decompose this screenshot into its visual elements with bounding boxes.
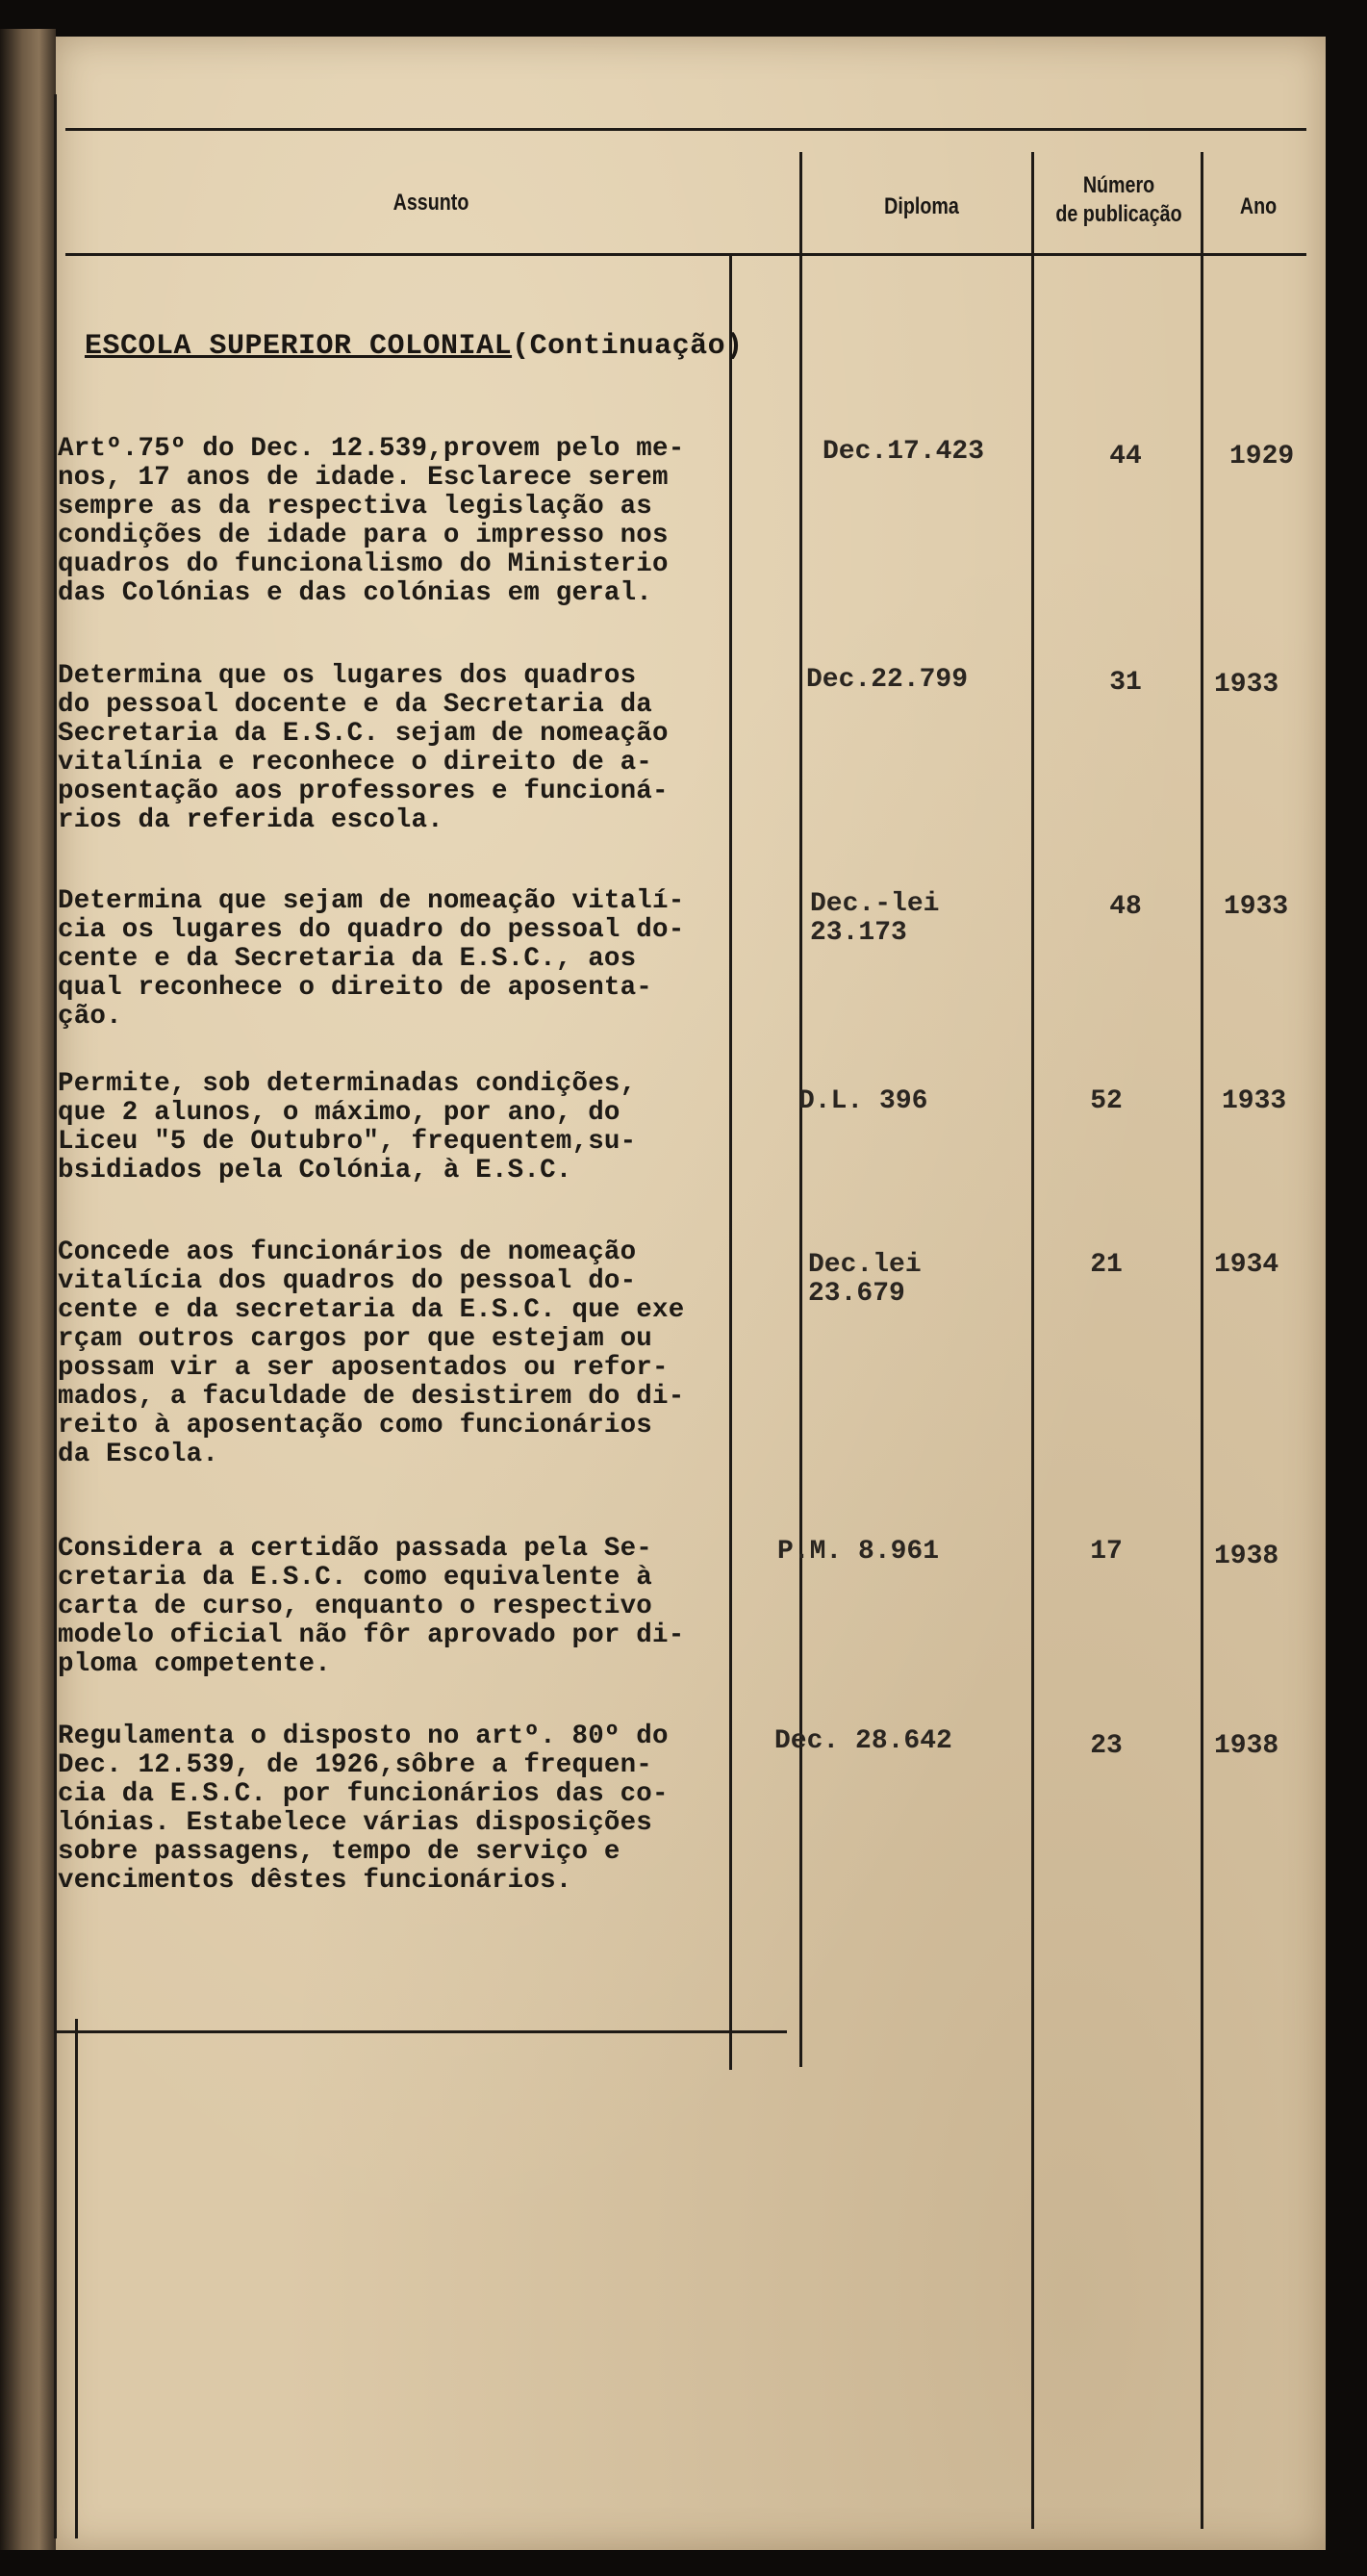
entry-ano-2: 1933 <box>1214 670 1279 700</box>
entry-numero-1: 44 <box>1109 442 1142 472</box>
entry-numero-4: 52 <box>1090 1086 1123 1116</box>
left-margin-rule <box>54 94 57 2538</box>
entry-diploma-5: Dec.lei 23.679 <box>808 1250 922 1309</box>
entry-diploma-1: Dec.17.423 <box>823 437 985 467</box>
section-title <box>85 330 744 363</box>
entry-diploma-4: D.L. 396 <box>798 1086 928 1116</box>
entry-numero-6: 17 <box>1090 1537 1123 1567</box>
entry-ano-6: 1938 <box>1214 1542 1279 1571</box>
header-bottom-rule <box>65 253 1306 256</box>
entry-diploma-3: Dec.-lei 23.173 <box>810 889 940 948</box>
entry-ano-5: 1934 <box>1214 1250 1279 1280</box>
entry-text-5: Concede aos funcionários de nomeação vitalícia dos quadros do pessoal do- cente e da secretaria da E.S.C. que exe rçam outros cargos por que estejam ou possam vir a ser aposentados ou refor- mados, a faculdade de desistirem do di- reito à aposentação como funcionários da Escola. <box>58 1237 685 1469</box>
header-assunto: Assunto <box>392 190 469 216</box>
header-diploma: Diploma <box>884 193 959 219</box>
header-numero <box>1044 171 1194 229</box>
column-divider-numero <box>1201 152 1203 2529</box>
section-title-continuation: (Continuação) <box>512 330 744 363</box>
section-title-main: ESCOLA SUPERIOR COLONIAL <box>85 330 513 363</box>
column-divider-diploma <box>1031 152 1034 2529</box>
header-numero-line2: de publicação <box>1055 201 1182 227</box>
entry-diploma-7: Dec. 28.642 <box>774 1726 952 1756</box>
entry-text-7: Regulamenta o disposto no artº. 80º do Dec. 12.539, de 1926,sôbre a frequen- cia da E.S.C. por funcionários das co- lónias. Estabelece várias disposições sobre passagens, tempo de serviço e vencimentos dêstes funcionários. <box>58 1722 669 1896</box>
assunto-footer-rule <box>56 2030 787 2033</box>
header-ano: Ano <box>1239 193 1278 219</box>
top-rule <box>65 128 1306 131</box>
entry-numero-2: 31 <box>1109 668 1142 698</box>
entry-text-1: Artº.75º do Dec. 12.539,provem pelo me- nos, 17 anos de idade. Esclarece serem sempre as da respectiva legislação as condições de idade para o impresso nos quadros do funcionalismo do Ministerio das Colónias e das colónias em geral. <box>58 434 685 608</box>
assunto-bottom-rule-inner <box>75 2019 78 2538</box>
entry-numero-3: 48 <box>1109 892 1142 922</box>
binder-edge <box>0 29 56 2550</box>
entry-diploma-2: Dec.22.799 <box>806 665 969 695</box>
entry-diploma-6: P.M. 8.961 <box>777 1537 940 1567</box>
entry-ano-3: 1933 <box>1224 892 1289 922</box>
entry-ano-1: 1929 <box>1229 442 1295 472</box>
entry-text-2: Determina que os lugares dos quadros do pessoal docente e da Secretaria da Secretaria da E.S.C. sejam de nomeação vitalínia e reconhece o direito de a- posentação aos professores e funcioná- rios da referida escola. <box>58 661 669 835</box>
entry-text-3: Determina que sejam de nomeação vitalí- cia os lugares do quadro do pessoal do- cente e da Secretaria da E.S.C., aos qual reconhece o direito de aposenta- ção. <box>58 886 685 1032</box>
entry-ano-7: 1938 <box>1214 1731 1279 1761</box>
entry-text-4: Permite, sob determinadas condições, que 2 alunos, o máximo, por ano, do Liceu "5 de Outubro", frequentem,su- bsidiados pela Colónia, à E.S.C. <box>58 1069 637 1186</box>
entry-ano-4: 1933 <box>1222 1086 1287 1116</box>
header-numero-line1: Número <box>1082 172 1155 198</box>
entry-numero-5: 21 <box>1090 1250 1123 1280</box>
entry-text-6: Considera a certidão passada pela Se- cretaria da E.S.C. como equivalente à carta de curso, enquanto o respectivo modelo oficial não fôr aprovado por di- ploma competente. <box>58 1534 685 1679</box>
entry-numero-7: 23 <box>1090 1731 1123 1761</box>
